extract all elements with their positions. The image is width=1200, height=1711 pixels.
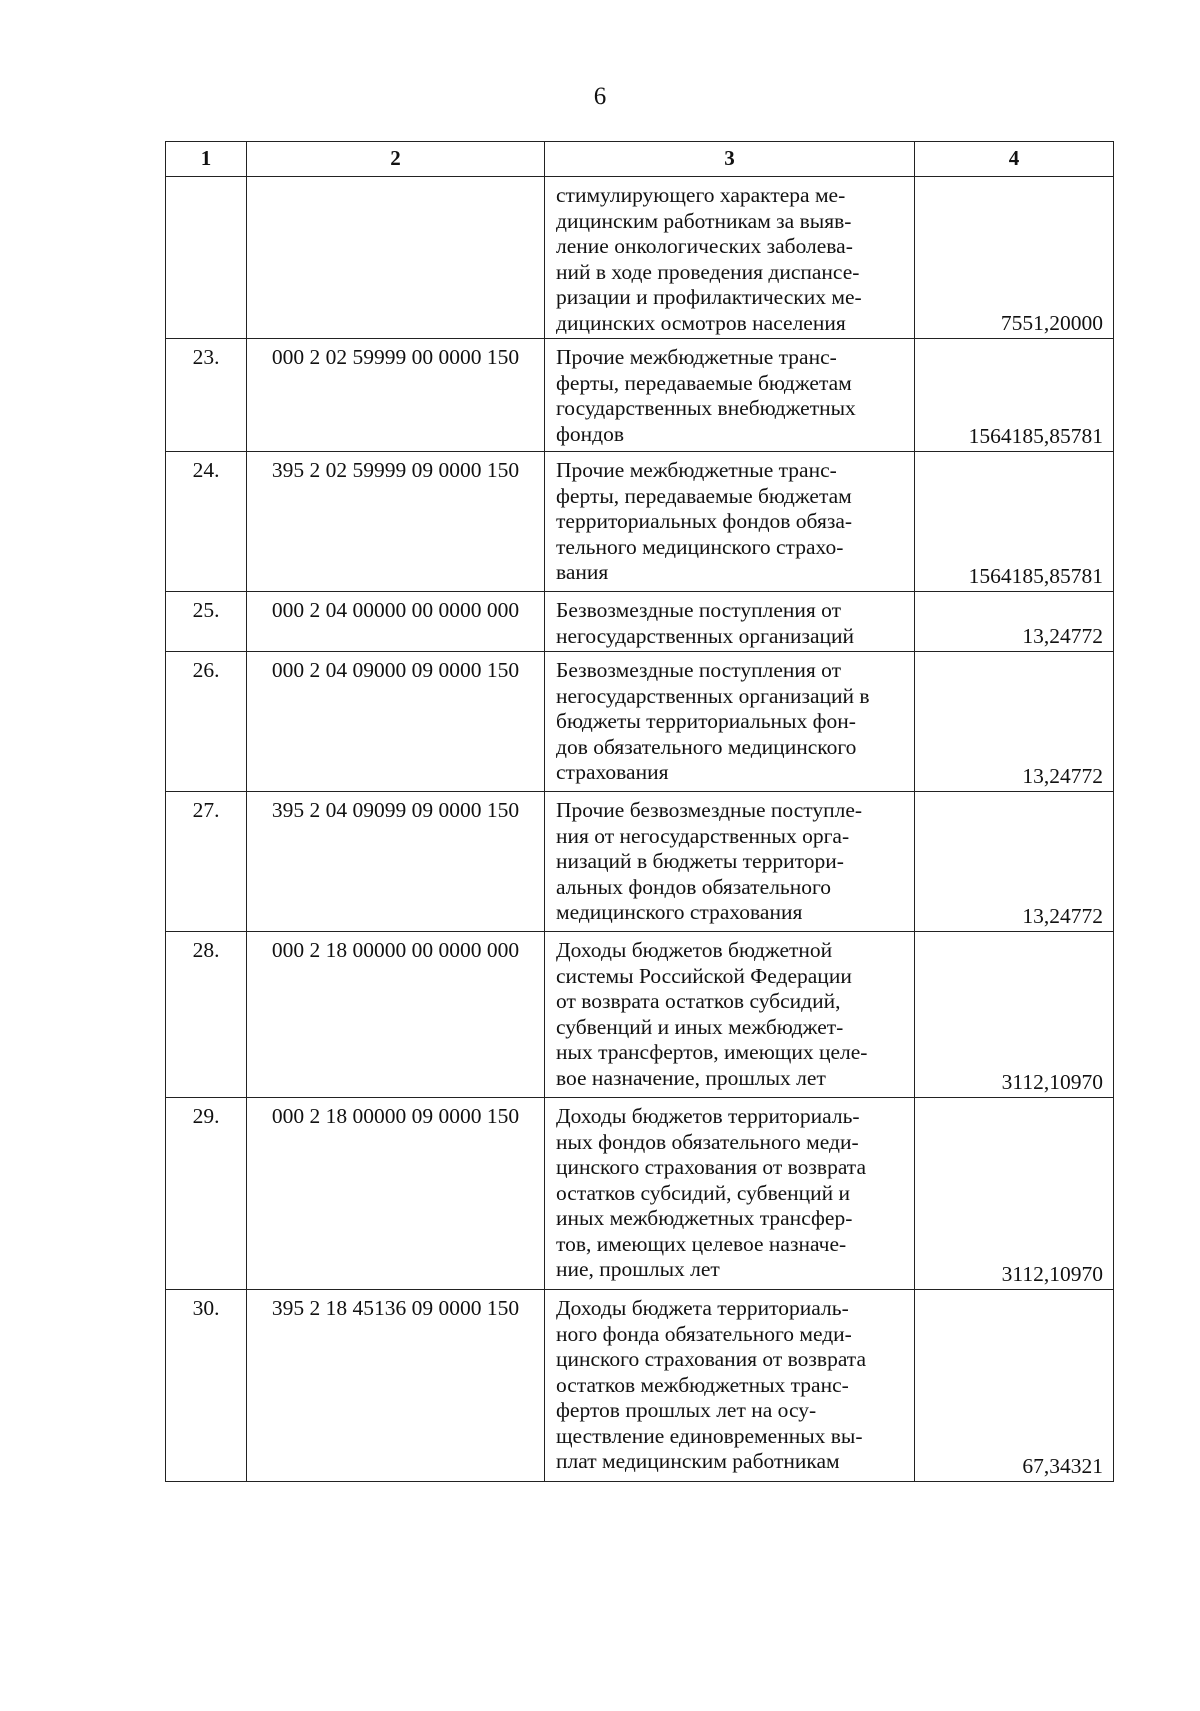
row-number: 28. bbox=[166, 932, 247, 1098]
amount: 13,24772 bbox=[915, 792, 1114, 932]
page-number: 6 bbox=[593, 83, 607, 110]
amount: 13,24772 bbox=[915, 592, 1114, 652]
revenue-description: Прочие межбюджетные транс- ферты, передаваемые бюджетам территориальных фондов обяза- тельного медицинского страхо- вания bbox=[545, 452, 915, 592]
amount: 3112,10970 bbox=[915, 932, 1114, 1098]
budget-classification-code: 000 2 04 09000 09 0000 150 bbox=[247, 652, 545, 792]
table-row bbox=[166, 452, 1114, 592]
revenue-description: Безвозмездные поступления от негосударственных организаций в бюджеты территориальных фон- дов обязательного медицинского страхования bbox=[545, 652, 915, 792]
table-row bbox=[166, 932, 1114, 1098]
budget-classification-code: 000 2 04 00000 00 0000 000 bbox=[247, 592, 545, 652]
budget-classification-code: 000 2 18 00000 09 0000 150 bbox=[247, 1098, 545, 1290]
revenue-description: Доходы бюджетов бюджетной системы Российской Федерации от возврата остатков субсидий, субвенций и иных межбюджет- ных трансфертов, имеющих целе- вое назначение, прошлых лет bbox=[545, 932, 915, 1098]
budget-classification-code: 395 2 18 45136 09 0000 150 bbox=[247, 1290, 545, 1482]
revenue-description: Доходы бюджета территориаль- ного фонда обязательного меди- цинского страхования от возврата остатков межбюджетных транс- фертов прошлых лет на осу- ществление единовременных вы- плат медицинским работникам bbox=[545, 1290, 915, 1482]
revenue-description: Прочие безвозмездные поступле- ния от негосударственных орга- низаций в бюджеты территори- альных фондов обязательного медицинского страхования bbox=[545, 792, 915, 932]
row-number bbox=[166, 177, 247, 339]
column-header-4: 4 bbox=[915, 142, 1114, 177]
row-number: 24. bbox=[166, 452, 247, 592]
row-number: 30. bbox=[166, 1290, 247, 1482]
revenue-description: Прочие межбюджетные транс- ферты, передаваемые бюджетам государственных внебюджетных фондов bbox=[545, 339, 915, 452]
table-row bbox=[166, 792, 1114, 932]
revenue-description: стимулирующего характера ме- дицинским работникам за выяв- ление онкологических заболева- ний в ходе проведения диспансе- ризации и профилактических ме- дицинских осмотров населения bbox=[545, 177, 915, 339]
budget-classification-code: 395 2 02 59999 09 0000 150 bbox=[247, 452, 545, 592]
revenue-description: Безвозмездные поступления от негосударственных организаций bbox=[545, 592, 915, 652]
budget-classification-code: 395 2 04 09099 09 0000 150 bbox=[247, 792, 545, 932]
table-header-row bbox=[166, 142, 1114, 177]
amount: 3112,10970 bbox=[915, 1098, 1114, 1290]
column-header-3: 3 bbox=[545, 142, 915, 177]
row-number: 29. bbox=[166, 1098, 247, 1290]
table-row bbox=[166, 1290, 1114, 1482]
amount: 1564185,85781 bbox=[915, 339, 1114, 452]
table-row bbox=[166, 1098, 1114, 1290]
table-row bbox=[166, 177, 1114, 339]
amount: 67,34321 bbox=[915, 1290, 1114, 1482]
column-header-1: 1 bbox=[166, 142, 247, 177]
row-number: 25. bbox=[166, 592, 247, 652]
table-row bbox=[166, 652, 1114, 792]
table-row bbox=[166, 339, 1114, 452]
budget-classification-code bbox=[247, 177, 545, 339]
row-number: 23. bbox=[166, 339, 247, 452]
budget-classification-code: 000 2 18 00000 00 0000 000 bbox=[247, 932, 545, 1098]
column-header-2: 2 bbox=[247, 142, 545, 177]
amount: 13,24772 bbox=[915, 652, 1114, 792]
budget-classification-code: 000 2 02 59999 00 0000 150 bbox=[247, 339, 545, 452]
amount: 7551,20000 bbox=[915, 177, 1114, 339]
revenue-description: Доходы бюджетов территориаль- ных фондов обязательного меди- цинского страхования от возврата остатков субсидий, субвенций и иных межбюджетных трансфер- тов, имеющих целевое назначе- ние, прошлых лет bbox=[545, 1098, 915, 1290]
table-row bbox=[166, 592, 1114, 652]
row-number: 26. bbox=[166, 652, 247, 792]
revenue-table bbox=[165, 141, 1114, 1482]
row-number: 27. bbox=[166, 792, 247, 932]
amount: 1564185,85781 bbox=[915, 452, 1114, 592]
